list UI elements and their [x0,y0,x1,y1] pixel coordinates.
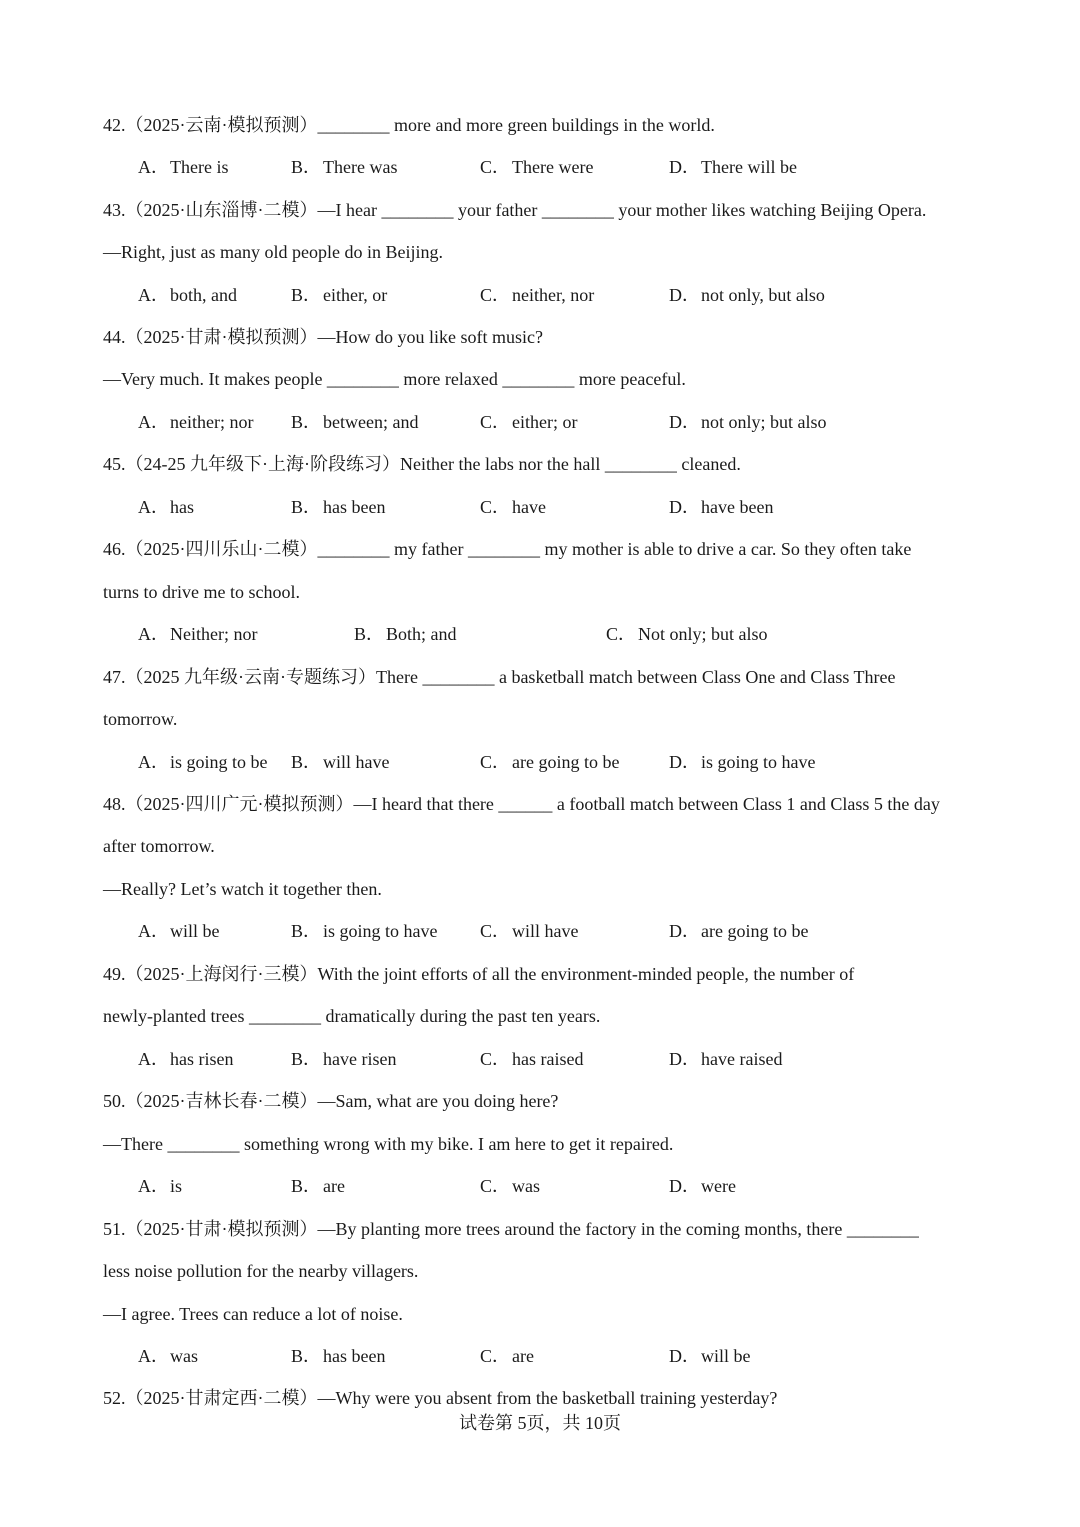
option-d[interactable] [669,154,797,180]
option-d[interactable] [669,282,825,308]
option-b[interactable] [291,1343,385,1369]
option-d[interactable] [669,1173,736,1199]
option-letter: D． [669,157,700,177]
option-text: were [701,1176,736,1196]
question-stem-line: 47.（2025 九年级·云南·专题练习）There ________ a basketball match between Class One and Class Three [103,667,896,687]
question-stem-line: after tomorrow. [103,836,215,856]
option-text: between; and [323,412,419,432]
option-text: has [170,497,194,517]
option-letter: C． [480,1176,511,1196]
option-text: neither; nor [170,412,254,432]
option-letter: A． [138,1176,169,1196]
option-text: neither, nor [512,285,595,305]
options-row [0,918,1080,944]
option-c[interactable] [480,918,578,944]
options-row [0,1173,1080,1199]
options-row [0,1343,1080,1369]
option-b[interactable] [291,1173,345,1199]
option-b[interactable] [291,154,397,180]
option-text: is going to have [323,921,438,941]
option-text: Not only; but also [638,624,768,644]
option-letter: C． [480,285,511,305]
option-letter: A． [138,285,169,305]
option-letter: B． [291,921,322,941]
option-d[interactable] [669,1343,751,1369]
question-stem-line: —There ________ something wrong with my bike. I am here to get it repaired. [103,1134,674,1154]
option-a[interactable] [138,1046,233,1072]
option-text: both, and [170,285,237,305]
question-stem-line: 42.（2025·云南·模拟预测）________ more and more green buildings in the world. [103,115,715,135]
question-stem-line: less noise pollution for the nearby villagers. [103,1261,419,1281]
option-letter: D． [669,497,700,517]
option-letter: A． [138,624,169,644]
option-a[interactable] [138,749,268,775]
option-letter: D． [669,921,700,941]
option-c[interactable] [480,154,593,180]
option-b[interactable] [354,621,457,647]
question-stem-line: tomorrow. [103,709,178,729]
option-letter: D． [669,1176,700,1196]
option-letter: B． [291,285,322,305]
options-row [0,621,1080,647]
option-text: is [170,1176,183,1196]
option-letter: A． [138,157,169,177]
option-text: not only, but also [701,285,825,305]
options-row [0,409,1080,435]
option-text: was [170,1346,198,1366]
option-text: are going to be [512,752,620,772]
option-text: are going to be [701,921,809,941]
option-a[interactable] [138,154,228,180]
option-text: has risen [170,1049,234,1069]
option-text: There will be [701,157,797,177]
option-letter: D． [669,752,700,772]
option-letter: B． [291,412,322,432]
option-letter: A． [138,497,169,517]
option-letter: C． [480,921,511,941]
question-stem-line: 48.（2025·四川广元·模拟预测）—I heard that there ______ a football match between Class 1 and Class 5 the day [103,794,940,814]
question-stem-line: —Right, just as many old people do in Beijing. [103,242,443,262]
option-a[interactable] [138,918,220,944]
question-stem-line: —Very much. It makes people ________ more relaxed ________ more peaceful. [103,369,686,389]
option-letter: C． [480,497,511,517]
option-c[interactable] [480,749,619,775]
question-stem-line: 44.（2025·甘肃·模拟预测）—How do you like soft music? [103,327,543,347]
option-letter: B． [291,1049,322,1069]
question-stem-line: —I agree. Trees can reduce a lot of noise. [103,1304,403,1324]
option-a[interactable] [138,1173,182,1199]
question-stem-line: 52.（2025·甘肃定西·二模）—Why were you absent from the basketball training yesterday? [103,1388,778,1408]
option-text: will have [512,921,579,941]
question-stem-line: 43.（2025·山东淄博·二模）—I hear ________ your father ________ your mother likes watching Beijing Opera. [103,200,927,220]
options-row [0,282,1080,308]
option-letter: C． [480,412,511,432]
option-text: have risen [323,1049,397,1069]
option-a[interactable] [138,1343,198,1369]
question-stem-line: —Really? Let’s watch it together then. [103,879,382,899]
option-d[interactable] [669,918,808,944]
option-letter: D． [669,412,700,432]
option-c[interactable] [480,494,546,520]
option-letter: B． [291,1176,322,1196]
option-letter: A． [138,1346,169,1366]
option-letter: C． [606,624,637,644]
option-letter: C． [480,157,511,177]
option-c[interactable] [480,409,577,435]
option-letter: A． [138,752,169,772]
option-text: have raised [701,1049,783,1069]
option-b[interactable] [291,494,385,520]
option-text: are [323,1176,345,1196]
option-c[interactable] [480,1173,540,1199]
option-text: Both; and [386,624,457,644]
options-row [0,749,1080,775]
option-letter: B． [291,157,322,177]
option-b[interactable] [291,1046,396,1072]
options-row [0,154,1080,180]
option-d[interactable] [669,1046,782,1072]
question-stem-line: 45.（24-25 九年级下·上海·阶段练习）Neither the labs nor the hall ________ cleaned. [103,454,741,474]
page-footer: 试卷第 5页，共 10页 [459,1413,621,1433]
option-letter: B． [354,624,385,644]
option-b[interactable] [291,918,438,944]
option-letter: D． [669,285,700,305]
option-text: has raised [512,1049,584,1069]
options-row [0,1046,1080,1072]
option-a[interactable] [138,282,237,308]
option-b[interactable] [291,749,389,775]
option-text: is going to have [701,752,816,772]
option-letter: C． [480,1346,511,1366]
option-text: not only; but also [701,412,827,432]
option-text: have been [701,497,774,517]
option-c[interactable] [480,1046,583,1072]
option-text: will have [323,752,390,772]
option-c[interactable] [606,621,768,647]
option-b[interactable] [291,409,418,435]
option-text: will be [701,1346,751,1366]
option-text: either; or [512,412,578,432]
options-row [0,494,1080,520]
question-stem-line: newly-planted trees ________ dramatically during the past ten years. [103,1006,601,1026]
option-text: There was [323,157,398,177]
option-a[interactable] [138,494,194,520]
question-stem-line: 51.（2025·甘肃·模拟预测）—By planting more trees around the factory in the coming months, there ________ [103,1219,919,1239]
option-d[interactable] [669,494,773,520]
option-a[interactable] [138,621,257,647]
option-text: There is [170,157,229,177]
option-text: is going to be [170,752,268,772]
option-d[interactable] [669,409,827,435]
option-text: have [512,497,546,517]
question-stem-line: 50.（2025·吉林长春·二模）—Sam, what are you doing here? [103,1091,559,1111]
option-a[interactable] [138,409,253,435]
option-text: either, or [323,285,388,305]
option-letter: C． [480,1049,511,1069]
option-text: are [512,1346,534,1366]
option-text: There were [512,157,594,177]
question-stem-line: 46.（2025·四川乐山·二模）________ my father ________ my mother is able to drive a car. So they often take [103,539,912,559]
option-letter: A． [138,921,169,941]
option-text: was [512,1176,540,1196]
option-c[interactable] [480,1343,534,1369]
question-stem-line: 49.（2025·上海闵行·三模）With the joint efforts of all the environment-minded people, the number of [103,964,855,984]
option-letter: A． [138,1049,169,1069]
option-text: has been [323,1346,386,1366]
option-letter: D． [669,1346,700,1366]
option-text: Neither; nor [170,624,258,644]
option-c[interactable] [480,282,594,308]
option-letter: A． [138,412,169,432]
option-letter: B． [291,497,322,517]
option-text: has been [323,497,386,517]
option-b[interactable] [291,282,387,308]
option-letter: C． [480,752,511,772]
question-stem-line: turns to drive me to school. [103,582,300,602]
option-letter: B． [291,1346,322,1366]
option-letter: B． [291,752,322,772]
option-d[interactable] [669,749,816,775]
option-text: will be [170,921,220,941]
option-letter: D． [669,1049,700,1069]
